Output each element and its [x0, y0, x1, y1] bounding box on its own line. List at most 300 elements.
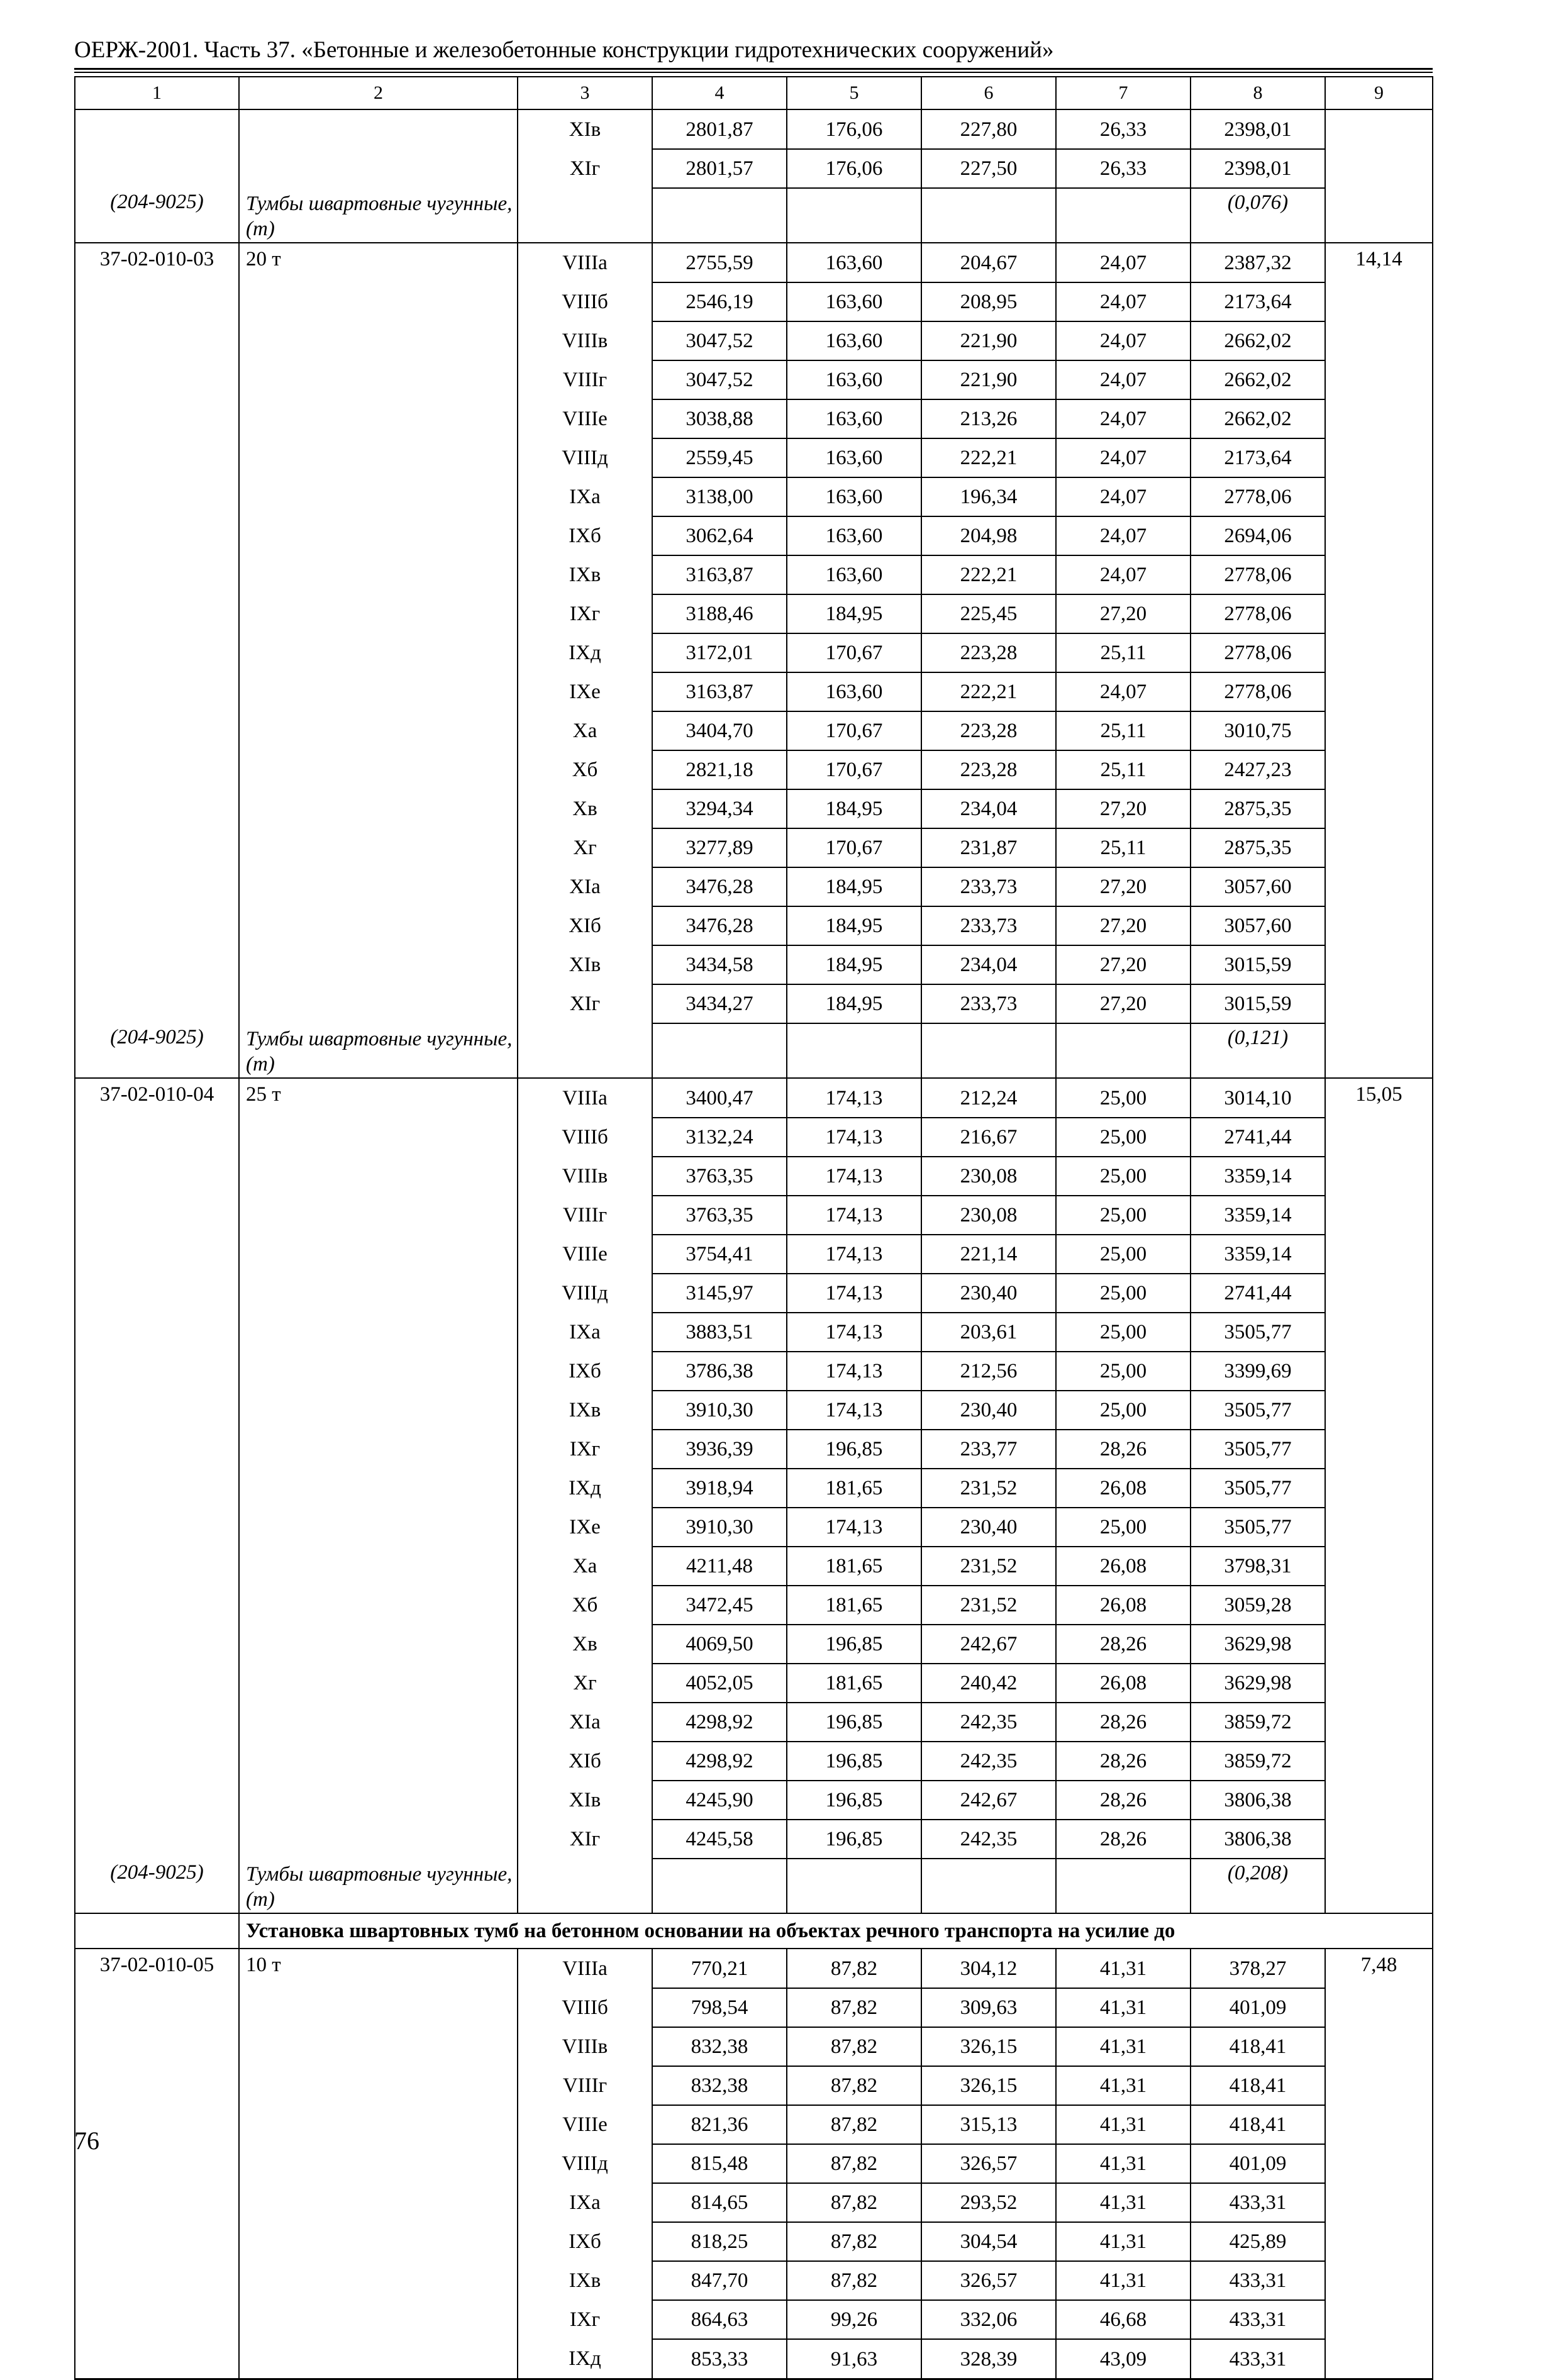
empty-cell: [1325, 2339, 1433, 2379]
value-cell: 233,73: [921, 984, 1056, 1023]
material-code: (204-9025): [75, 1859, 239, 1913]
table-row: [75, 360, 1433, 399]
region-code: Xв: [518, 1625, 652, 1664]
empty-cell: [239, 1352, 518, 1391]
value-cell: 3798,31: [1191, 1547, 1325, 1586]
empty-cell: [1325, 516, 1433, 555]
region-code: IXа: [518, 2183, 652, 2222]
empty-cell: [1325, 109, 1433, 149]
value-cell: 196,85: [787, 1703, 921, 1742]
material-note-row: [75, 1023, 1433, 1078]
empty-cell: [75, 1703, 239, 1742]
value-cell: 87,82: [787, 2105, 921, 2144]
region-code: IXв: [518, 2261, 652, 2300]
table-row: [75, 1078, 1433, 1118]
table-row: [75, 516, 1433, 555]
table-row: [75, 1118, 1433, 1157]
empty-cell: [1325, 1820, 1433, 1859]
value-cell: 242,67: [921, 1625, 1056, 1664]
item-code: 37-02-010-05: [75, 1949, 239, 1988]
value-cell: 3359,14: [1191, 1235, 1325, 1274]
empty-cell: [1325, 711, 1433, 750]
value-cell: 798,54: [652, 1988, 787, 2027]
value-cell: 3015,59: [1191, 984, 1325, 1023]
value-cell: 87,82: [787, 2261, 921, 2300]
empty-cell: [239, 2339, 518, 2379]
value-cell: 2694,06: [1191, 516, 1325, 555]
empty-cell: [1325, 1703, 1433, 1742]
table-row: [75, 906, 1433, 945]
value-cell: 847,70: [652, 2261, 787, 2300]
empty-cell: [239, 1313, 518, 1352]
empty-cell: [1325, 594, 1433, 633]
value-cell: 2801,57: [652, 149, 787, 188]
value-cell: 3294,34: [652, 789, 787, 828]
empty-cell: [75, 1391, 239, 1430]
value-cell: 24,07: [1056, 282, 1191, 321]
empty-cell: [1325, 1352, 1433, 1391]
value-cell: 223,28: [921, 633, 1056, 672]
table-row: [75, 1196, 1433, 1235]
value-cell: 853,33: [652, 2339, 787, 2379]
value-cell: 3859,72: [1191, 1742, 1325, 1781]
value-cell: 328,39: [921, 2339, 1056, 2379]
value-cell: 3038,88: [652, 399, 787, 438]
empty-cell: [518, 188, 652, 243]
material-name: Тумбы швартовные чугунные, (т): [239, 1023, 518, 1078]
value-cell: 221,14: [921, 1235, 1056, 1274]
region-code: VIIIв: [518, 321, 652, 360]
value-cell: 3505,77: [1191, 1313, 1325, 1352]
empty-cell: [75, 789, 239, 828]
value-cell: 170,67: [787, 828, 921, 867]
region-code: IXд: [518, 2339, 652, 2379]
empty-cell: [239, 1781, 518, 1820]
value-cell: 46,68: [1056, 2300, 1191, 2339]
value-cell: 174,13: [787, 1508, 921, 1547]
value-cell: 2875,35: [1191, 789, 1325, 828]
empty-cell: [1325, 1742, 1433, 1781]
value-cell: 41,31: [1056, 1988, 1191, 2027]
empty-cell: [239, 1988, 518, 2027]
empty-cell: [239, 867, 518, 906]
empty-cell: [1325, 321, 1433, 360]
table-row: [75, 2183, 1433, 2222]
value-cell: 4245,90: [652, 1781, 787, 1820]
value-cell: 3763,35: [652, 1157, 787, 1196]
value-cell: 832,38: [652, 2027, 787, 2066]
column-numbers-row: [75, 77, 1433, 109]
value-cell: 163,60: [787, 399, 921, 438]
value-cell: 2398,01: [1191, 149, 1325, 188]
empty-cell: [1325, 2300, 1433, 2339]
value-cell: 24,07: [1056, 516, 1191, 555]
empty-cell: [239, 2222, 518, 2261]
empty-cell: [239, 2066, 518, 2105]
empty-cell: [75, 282, 239, 321]
value-cell: 418,41: [1191, 2066, 1325, 2105]
column-number: 2: [239, 77, 518, 109]
value-cell: 3014,10: [1191, 1078, 1325, 1118]
table-row: [75, 711, 1433, 750]
empty-cell: [1325, 1118, 1433, 1157]
value-cell: 41,31: [1056, 2027, 1191, 2066]
empty-cell: [239, 477, 518, 516]
region-code: IXв: [518, 1391, 652, 1430]
region-code: IXг: [518, 1430, 652, 1469]
region-code: VIIIб: [518, 1118, 652, 1157]
value-cell: 230,08: [921, 1196, 1056, 1235]
value-cell: 233,73: [921, 906, 1056, 945]
empty-cell: [239, 945, 518, 984]
table-row: [75, 2066, 1433, 2105]
value-cell: 87,82: [787, 2027, 921, 2066]
value-cell: 3399,69: [1191, 1352, 1325, 1391]
value-cell: 3434,27: [652, 984, 787, 1023]
value-cell: 87,82: [787, 2144, 921, 2183]
value-cell: 231,52: [921, 1469, 1056, 1508]
value-cell: 184,95: [787, 789, 921, 828]
table-row: [75, 867, 1433, 906]
region-code: XIв: [518, 945, 652, 984]
value-cell: 41,31: [1056, 2261, 1191, 2300]
value-cell: 174,13: [787, 1196, 921, 1235]
value-cell: 4298,92: [652, 1742, 787, 1781]
value-cell: 196,34: [921, 477, 1056, 516]
value-cell: 174,13: [787, 1352, 921, 1391]
value-cell: 163,60: [787, 516, 921, 555]
value-cell: 25,00: [1056, 1157, 1191, 1196]
value-cell: 223,28: [921, 711, 1056, 750]
value-cell: 3057,60: [1191, 906, 1325, 945]
empty-cell: [1325, 1625, 1433, 1664]
value-cell: 242,35: [921, 1820, 1056, 1859]
region-code: VIIIд: [518, 2144, 652, 2183]
value-cell: 25,00: [1056, 1352, 1191, 1391]
table-row: [75, 2027, 1433, 2066]
region-code: XIв: [518, 1781, 652, 1820]
empty-cell: [239, 2261, 518, 2300]
value-cell: 231,87: [921, 828, 1056, 867]
page-header: ОЕРЖ-2001. Часть 37. «Бетонные и железобетонные конструкции гидротехнических сооружений»: [74, 37, 1054, 63]
table-row: [75, 1508, 1433, 1547]
column-number: 6: [921, 77, 1056, 109]
empty-cell: [239, 1391, 518, 1430]
value-cell: 170,67: [787, 711, 921, 750]
empty-cell: [75, 555, 239, 594]
item-name: 10 т: [239, 1949, 518, 1988]
table-row: [75, 1949, 1433, 1988]
value-cell: 401,09: [1191, 2144, 1325, 2183]
value-cell: 2778,06: [1191, 555, 1325, 594]
empty-cell: [75, 516, 239, 555]
region-code: VIIIг: [518, 360, 652, 399]
value-cell: 174,13: [787, 1157, 921, 1196]
value-cell: 174,13: [787, 1235, 921, 1274]
value-cell: 230,40: [921, 1274, 1056, 1313]
region-code: XIг: [518, 984, 652, 1023]
empty-cell: [1325, 1023, 1433, 1078]
value-cell: 2427,23: [1191, 750, 1325, 789]
value-cell: 304,12: [921, 1949, 1056, 1988]
value-cell: 3476,28: [652, 906, 787, 945]
value-cell: 3910,30: [652, 1508, 787, 1547]
value-cell: 2387,32: [1191, 243, 1325, 282]
empty-cell: [75, 1157, 239, 1196]
region-code: IXг: [518, 2300, 652, 2339]
value-cell: 832,38: [652, 2066, 787, 2105]
value-cell: 227,80: [921, 109, 1056, 149]
value-cell: 3359,14: [1191, 1157, 1325, 1196]
value-cell: 2662,02: [1191, 360, 1325, 399]
value-cell: 26,33: [1056, 109, 1191, 149]
empty-cell: [1325, 1664, 1433, 1703]
value-cell: 3472,45: [652, 1586, 787, 1625]
value-cell: 170,67: [787, 750, 921, 789]
empty-cell: [1325, 2222, 1433, 2261]
section-title: Установка швартовных тумб на бетонном основании на объектах речного транспорта на усилие до: [239, 1913, 1433, 1949]
value-cell: 3277,89: [652, 828, 787, 867]
region-code: VIIIг: [518, 2066, 652, 2105]
empty-cell: [1325, 1313, 1433, 1352]
value-cell: 174,13: [787, 1391, 921, 1430]
empty-cell: [1325, 1391, 1433, 1430]
empty-cell: [75, 2066, 239, 2105]
value-cell: 3505,77: [1191, 1391, 1325, 1430]
empty-cell: [1325, 149, 1433, 188]
value-cell: 41,31: [1056, 2183, 1191, 2222]
value-cell: 174,13: [787, 1313, 921, 1352]
value-cell: 43,09: [1056, 2339, 1191, 2379]
value-cell: 3047,52: [652, 360, 787, 399]
empty-cell: [1325, 1988, 1433, 2027]
value-cell: 184,95: [787, 867, 921, 906]
value-cell: 170,67: [787, 633, 921, 672]
value-cell: 212,56: [921, 1352, 1056, 1391]
empty-cell: [239, 1469, 518, 1508]
empty-cell: [75, 594, 239, 633]
empty-cell: [75, 2222, 239, 2261]
table-row: [75, 1781, 1433, 1820]
region-code: XIб: [518, 1742, 652, 1781]
table-row: [75, 1703, 1433, 1742]
value-cell: 3359,14: [1191, 1196, 1325, 1235]
value-cell: 25,00: [1056, 1078, 1191, 1118]
value-cell: 2662,02: [1191, 399, 1325, 438]
value-cell: 3138,00: [652, 477, 787, 516]
empty-cell: [75, 1547, 239, 1586]
value-cell: 231,52: [921, 1547, 1056, 1586]
value-cell: 3806,38: [1191, 1781, 1325, 1820]
value-cell: 3763,35: [652, 1196, 787, 1235]
value-cell: 212,24: [921, 1078, 1056, 1118]
empty-cell: [652, 188, 787, 243]
empty-cell: [239, 750, 518, 789]
value-cell: 163,60: [787, 321, 921, 360]
region-code: VIIIг: [518, 1196, 652, 1235]
region-code: IXа: [518, 1313, 652, 1352]
value-cell: 4245,58: [652, 1820, 787, 1859]
empty-cell: [1325, 828, 1433, 867]
column-number: 5: [787, 77, 921, 109]
material-name: Тумбы швартовные чугунные, (т): [239, 1859, 518, 1913]
empty-cell: [239, 1820, 518, 1859]
value-cell: 24,07: [1056, 477, 1191, 516]
region-code: IXд: [518, 633, 652, 672]
empty-cell: [239, 1742, 518, 1781]
empty-cell: [1325, 984, 1433, 1023]
value-cell: 25,00: [1056, 1274, 1191, 1313]
value-cell: 41,31: [1056, 2105, 1191, 2144]
empty-cell: [75, 633, 239, 672]
value-cell: 864,63: [652, 2300, 787, 2339]
empty-cell: [75, 1820, 239, 1859]
value-cell: 41,31: [1056, 2144, 1191, 2183]
empty-cell: [75, 109, 239, 149]
value-cell: 304,54: [921, 2222, 1056, 2261]
value-cell: 25,11: [1056, 750, 1191, 789]
value-cell: 2741,44: [1191, 1274, 1325, 1313]
value-cell: 2741,44: [1191, 1118, 1325, 1157]
material-note-row: [75, 188, 1433, 243]
empty-cell: [518, 1859, 652, 1913]
value-cell: 3910,30: [652, 1391, 787, 1430]
table-row: [75, 945, 1433, 984]
value-cell: 2546,19: [652, 282, 787, 321]
table-row: [75, 243, 1433, 282]
empty-cell: [239, 906, 518, 945]
rates-table: [74, 76, 1433, 2380]
value-cell: 3434,58: [652, 945, 787, 984]
region-code: IXд: [518, 1469, 652, 1508]
value-cell: 3629,98: [1191, 1664, 1325, 1703]
value-cell: 174,13: [787, 1274, 921, 1313]
material-quantity: (0,208): [1191, 1859, 1325, 1913]
value-cell: 28,26: [1056, 1703, 1191, 1742]
value-cell: 24,07: [1056, 438, 1191, 477]
empty-cell: [75, 1469, 239, 1508]
value-cell: 25,00: [1056, 1196, 1191, 1235]
value-cell: 2559,45: [652, 438, 787, 477]
value-cell: 87,82: [787, 1949, 921, 1988]
value-cell: 174,13: [787, 1078, 921, 1118]
region-code: VIIIб: [518, 1988, 652, 2027]
value-cell: 3936,39: [652, 1430, 787, 1469]
value-cell: 225,45: [921, 594, 1056, 633]
value-cell: 4069,50: [652, 1625, 787, 1664]
empty-cell: [75, 672, 239, 711]
value-cell: 27,20: [1056, 789, 1191, 828]
value-cell: 3057,60: [1191, 867, 1325, 906]
empty-cell: [1325, 555, 1433, 594]
value-cell: 163,60: [787, 360, 921, 399]
region-code: Xа: [518, 711, 652, 750]
value-cell: 2778,06: [1191, 672, 1325, 711]
value-cell: 2173,64: [1191, 282, 1325, 321]
region-code: Xб: [518, 1586, 652, 1625]
value-cell: 163,60: [787, 438, 921, 477]
region-code: IXб: [518, 516, 652, 555]
empty-cell: [239, 1664, 518, 1703]
item-name: 20 т: [239, 243, 518, 282]
empty-cell: [239, 828, 518, 867]
value-cell: 2778,06: [1191, 633, 1325, 672]
value-cell: 87,82: [787, 1988, 921, 2027]
value-cell: 196,85: [787, 1430, 921, 1469]
value-cell: 26,08: [1056, 1469, 1191, 1508]
region-code: VIIIе: [518, 2105, 652, 2144]
empty-cell: [1325, 633, 1433, 672]
value-cell: 2875,35: [1191, 828, 1325, 867]
value-cell: 230,08: [921, 1157, 1056, 1196]
value-cell: 222,21: [921, 438, 1056, 477]
empty-cell: [921, 188, 1056, 243]
value-cell: 163,60: [787, 243, 921, 282]
empty-cell: [239, 2027, 518, 2066]
value-cell: 315,13: [921, 2105, 1056, 2144]
table-row: [75, 633, 1433, 672]
value-cell: 28,26: [1056, 1742, 1191, 1781]
value-cell: 433,31: [1191, 2300, 1325, 2339]
table-row: [75, 1391, 1433, 1430]
value-cell: 3806,38: [1191, 1820, 1325, 1859]
value-cell: 378,27: [1191, 1949, 1325, 1988]
value-cell: 28,26: [1056, 1781, 1191, 1820]
value-cell: 25,00: [1056, 1391, 1191, 1430]
value-cell: 27,20: [1056, 984, 1191, 1023]
table-row: [75, 2144, 1433, 2183]
empty-cell: [239, 984, 518, 1023]
table-row: [75, 1664, 1433, 1703]
column-number: 8: [1191, 77, 1325, 109]
empty-cell: [75, 2300, 239, 2339]
empty-cell: [239, 109, 518, 149]
empty-cell: [239, 1274, 518, 1313]
value-cell: 176,06: [787, 149, 921, 188]
empty-cell: [239, 321, 518, 360]
value-cell: 184,95: [787, 594, 921, 633]
value-cell: 204,67: [921, 243, 1056, 282]
material-code: (204-9025): [75, 188, 239, 243]
region-code: VIIIа: [518, 1949, 652, 1988]
value-cell: 433,31: [1191, 2183, 1325, 2222]
empty-cell: [1325, 2105, 1433, 2144]
value-cell: 3505,77: [1191, 1469, 1325, 1508]
empty-cell: [75, 1988, 239, 2027]
value-cell: 41,31: [1056, 2222, 1191, 2261]
value-cell: 2778,06: [1191, 594, 1325, 633]
table-row: [75, 672, 1433, 711]
table-row: [75, 555, 1433, 594]
empty-cell: [75, 1625, 239, 1664]
empty-cell: [75, 828, 239, 867]
empty-cell: [1056, 1023, 1191, 1078]
region-code: IXа: [518, 477, 652, 516]
region-code: IXб: [518, 1352, 652, 1391]
table-row: [75, 1547, 1433, 1586]
value-cell: 26,08: [1056, 1664, 1191, 1703]
empty-cell: [1325, 1430, 1433, 1469]
table-row: [75, 1313, 1433, 1352]
value-cell: 4298,92: [652, 1703, 787, 1742]
value-cell: 181,65: [787, 1664, 921, 1703]
region-code: XIг: [518, 1820, 652, 1859]
value-cell: 240,42: [921, 1664, 1056, 1703]
region-code: Xа: [518, 1547, 652, 1586]
region-code: VIIIа: [518, 1078, 652, 1118]
value-cell: 221,90: [921, 321, 1056, 360]
empty-cell: [239, 711, 518, 750]
